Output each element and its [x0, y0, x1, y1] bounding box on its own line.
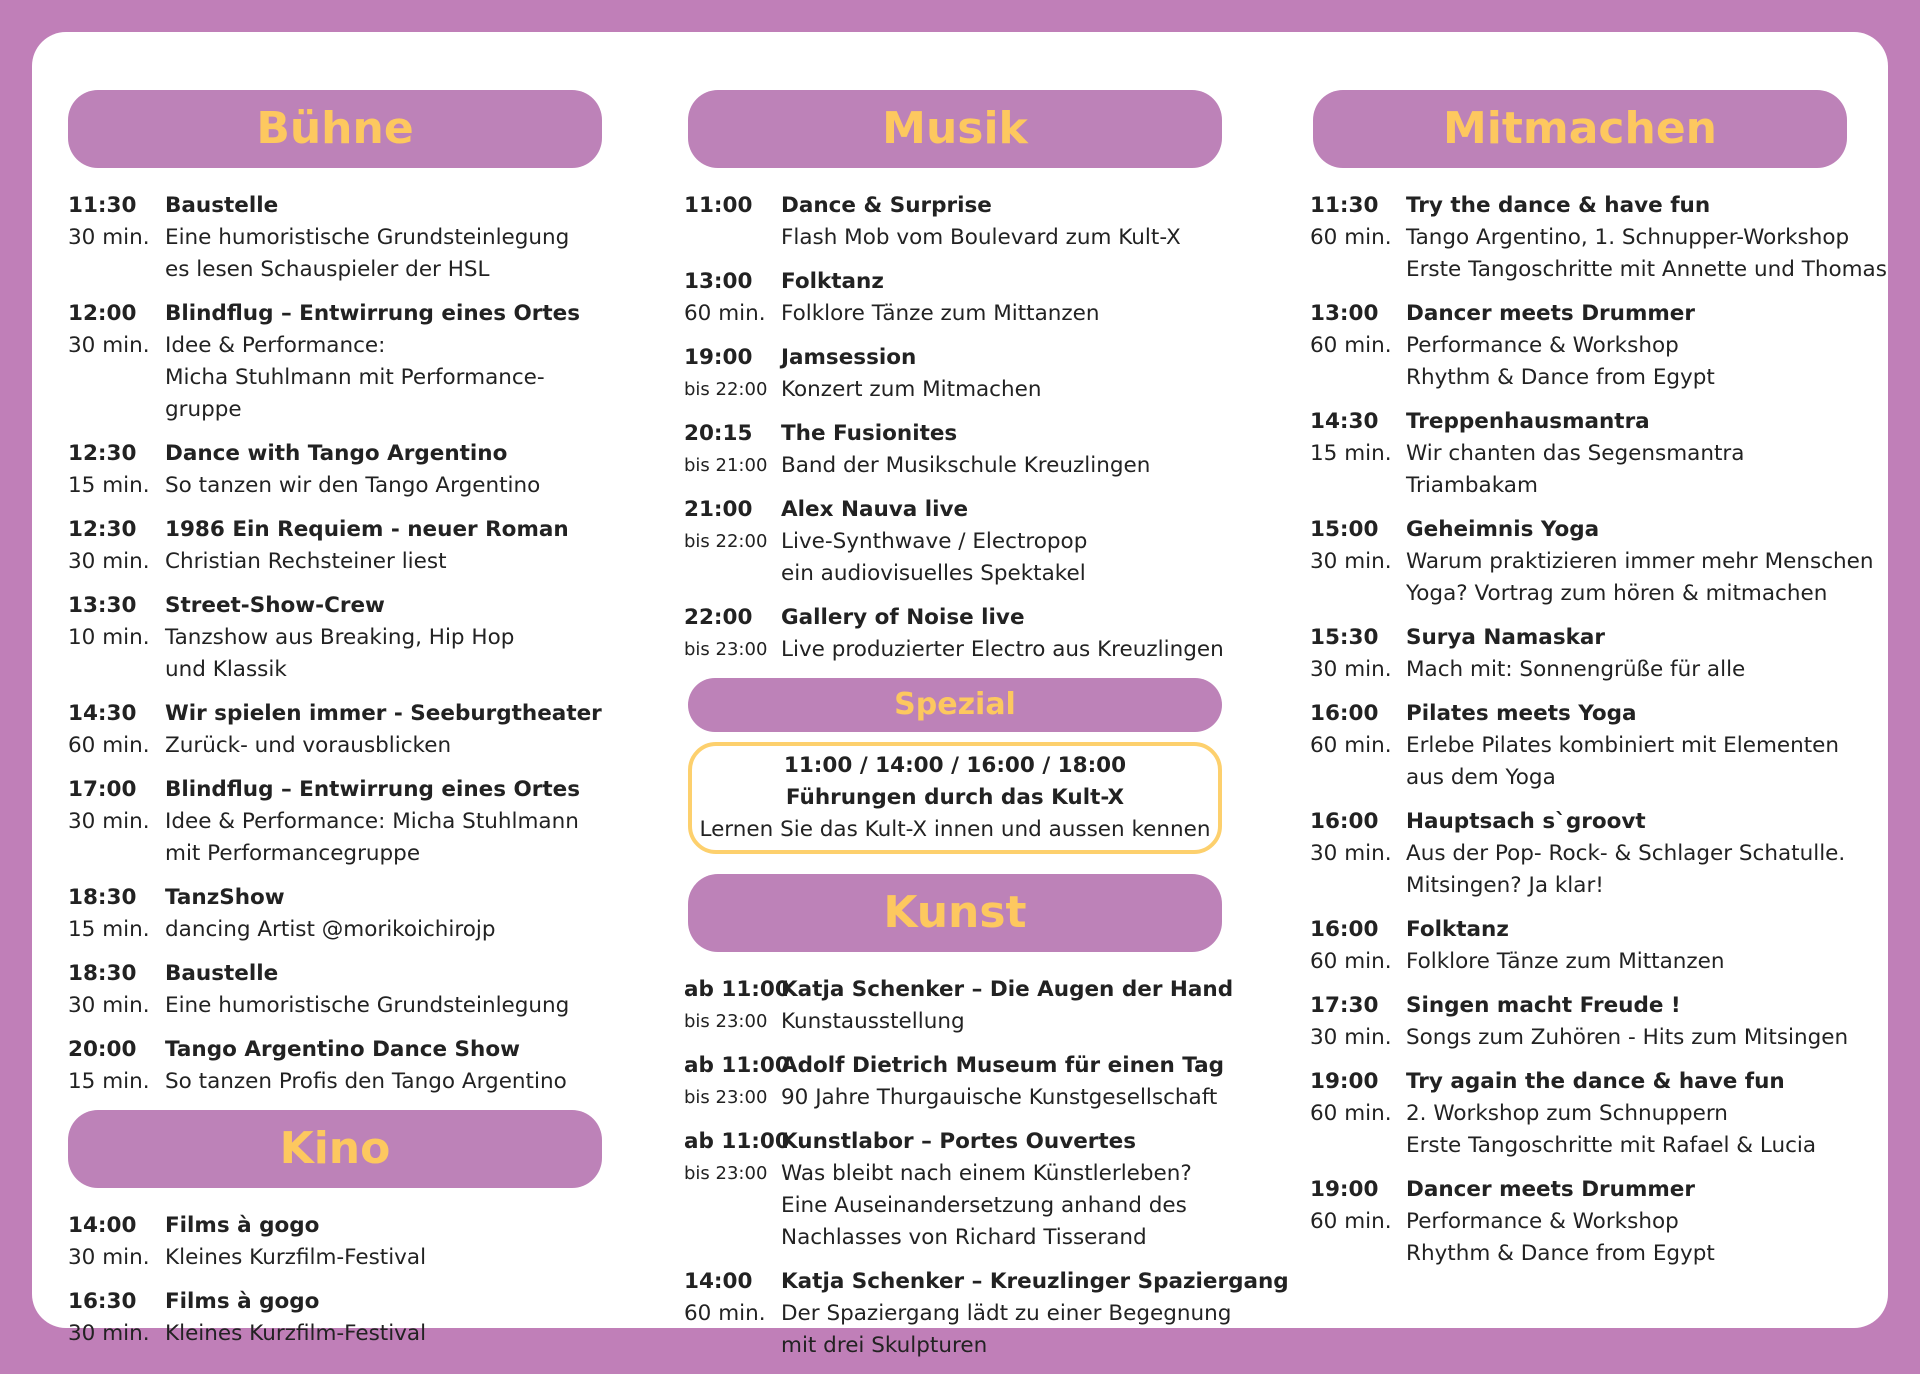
item-description: Flash Mob vom Boulevard zum Kult-X	[781, 225, 1181, 250]
item-title: 1986 Ein Requiem - neuer Roman	[165, 517, 569, 542]
item-time: 18:30	[68, 961, 137, 986]
item-title: TanzShow	[165, 885, 285, 910]
item-time: 19:00	[684, 345, 753, 370]
item-title: Street-Show-Crew	[165, 593, 385, 618]
item-time: 18:30	[68, 885, 137, 910]
item-time: 13:00	[684, 269, 753, 294]
schedule-item	[68, 1286, 628, 1350]
schedule-item	[68, 438, 628, 502]
item-description: Kleines Kurzfilm-Festival	[165, 1245, 427, 1270]
item-duration: 60 min.	[68, 733, 150, 758]
item-title: Gallery of Noise live	[781, 605, 1025, 630]
schedule-item	[684, 974, 1274, 1038]
schedule-item	[68, 298, 628, 426]
kino-list	[68, 1210, 628, 1350]
item-title: Dancer meets Drummer	[1406, 301, 1695, 326]
item-time: 11:30	[68, 193, 137, 218]
item-duration: 30 min.	[68, 809, 150, 834]
item-description: Der Spaziergang lädt zu einer Begegnung mit drei Skulpturen	[781, 1301, 1232, 1358]
item-title: Folktanz	[1406, 917, 1509, 942]
schedule-item	[68, 514, 628, 578]
item-title: Dancer meets Drummer	[1406, 1177, 1695, 1202]
section-header-kino: Kino	[68, 1110, 602, 1188]
item-time: 22:00	[684, 605, 753, 630]
item-description: Christian Rechsteiner liest	[165, 549, 447, 574]
item-title: Wir spielen immer - Seeburgtheater	[165, 701, 602, 726]
item-title: Katja Schenker – Kreuzlinger Spaziergang	[781, 1269, 1289, 1294]
item-duration	[684, 222, 781, 254]
schedule-item	[684, 266, 1274, 330]
item-description: Tanzshow aus Breaking, Hip Hop und Klassik	[165, 625, 515, 682]
item-duration: 60 min.	[684, 301, 766, 326]
item-time: 11:30	[1310, 193, 1379, 218]
schedule-item	[68, 882, 628, 946]
item-duration: bis 23:00	[684, 1087, 768, 1108]
item-title: Singen macht Freude !	[1406, 993, 1681, 1018]
item-duration: 60 min.	[1310, 333, 1392, 358]
item-time: 15:30	[1310, 625, 1379, 650]
schedule-item	[684, 1266, 1289, 1362]
section-header-kunst: Kunst	[688, 874, 1222, 952]
item-duration: 30 min.	[68, 333, 150, 358]
item-title: Hauptsach s`groovt	[1406, 809, 1646, 834]
column-buehne-kino	[68, 90, 628, 1362]
item-duration: 60 min.	[1310, 1101, 1392, 1126]
schedule-item	[684, 190, 1274, 254]
schedule-item	[1310, 698, 1890, 794]
item-time: ab 11:00	[684, 977, 790, 1002]
schedule-item	[1310, 190, 1890, 286]
schedule-item	[68, 190, 628, 286]
item-title: Blindflug – Entwirrung eines Ortes	[165, 301, 581, 326]
item-duration: bis 23:00	[684, 1011, 768, 1032]
item-time: 21:00	[684, 497, 753, 522]
schedule-item	[1310, 806, 1890, 902]
item-title: Geheimnis Yoga	[1406, 517, 1600, 542]
musik-list	[684, 190, 1274, 666]
item-description: Konzert zum Mitmachen	[781, 377, 1042, 402]
item-time: 16:00	[1310, 809, 1379, 834]
item-description: Warum praktizieren immer mehr Menschen Yoga? Vortrag zum hören & mitmachen	[1406, 549, 1874, 606]
item-time: 16:30	[68, 1289, 137, 1314]
item-duration: 15 min.	[68, 917, 150, 942]
item-time: ab 11:00	[684, 1129, 790, 1154]
item-description: Aus der Pop- Rock- & Schlager Schatulle. Mitsingen? Ja klar!	[1406, 841, 1846, 898]
item-description: 90 Jahre Thurgauische Kunstgesellschaft	[781, 1085, 1218, 1110]
item-duration: 30 min.	[1310, 549, 1392, 574]
item-time: 11:00	[684, 193, 753, 218]
item-description: Kleines Kurzfilm-Festival	[165, 1321, 427, 1346]
item-description: Tango Argentino, 1. Schnupper-Workshop Erste Tangoschritte mit Annette und Thomas	[1406, 225, 1887, 282]
item-description: Live-Synthwave / Electropop ein audiovisuelles Spektakel	[781, 529, 1088, 586]
item-description: Eine humoristische Grundsteinlegung	[165, 993, 570, 1018]
mitmachen-list	[1310, 190, 1890, 1270]
item-time: 14:00	[684, 1269, 753, 1294]
spezial-title: Führungen durch das Kult-X	[785, 785, 1125, 810]
item-description: Performance & Workshop Rhythm & Dance from Egypt	[1406, 333, 1715, 390]
item-duration: bis 23:00	[684, 1163, 768, 1184]
schedule-item	[684, 1126, 1274, 1254]
item-description: Songs zum Zuhören - Hits zum Mitsingen	[1406, 1025, 1849, 1050]
item-duration: 10 min.	[68, 625, 150, 650]
item-duration: 30 min.	[68, 1245, 150, 1270]
kunst-list	[684, 974, 1289, 1362]
item-description: Performance & Workshop Rhythm & Dance from Egypt	[1406, 1209, 1715, 1266]
item-description: Folklore Tänze zum Mittanzen	[781, 301, 1100, 326]
item-description: Erlebe Pilates kombiniert mit Elementen aus dem Yoga	[1406, 733, 1840, 790]
schedule-item	[1310, 406, 1890, 502]
item-description: dancing Artist @morikoichirojp	[165, 917, 496, 942]
item-duration: 30 min.	[1310, 841, 1392, 866]
item-duration: bis 23:00	[684, 639, 768, 660]
column-mitmachen	[1310, 90, 1890, 1282]
item-title: Tango Argentino Dance Show	[165, 1037, 520, 1062]
item-title: Jamsession	[781, 345, 917, 370]
schedule-item	[68, 774, 628, 870]
item-time: 14:00	[68, 1213, 137, 1238]
item-description: Kunstausstellung	[781, 1009, 965, 1034]
item-duration: 15 min.	[1310, 441, 1392, 466]
item-title: Baustelle	[165, 193, 279, 218]
item-description: Mach mit: Sonnengrüße für alle	[1406, 657, 1746, 682]
item-time: 20:15	[684, 421, 753, 446]
item-title: Dance with Tango Argentino	[165, 441, 508, 466]
schedule-item	[68, 1210, 628, 1274]
item-description: Live produzierter Electro aus Kreuzlingen	[781, 637, 1224, 662]
schedule-item	[684, 342, 1274, 406]
schedule-item	[1310, 298, 1890, 394]
item-title: Folktanz	[781, 269, 884, 294]
item-time: 13:30	[68, 593, 137, 618]
schedule-item	[1310, 622, 1890, 686]
item-time: 12:30	[68, 517, 137, 542]
item-description: Idee & Performance: Micha Stuhlmann mit Performancegruppe	[165, 809, 579, 866]
schedule-item	[1310, 1174, 1890, 1270]
item-title: Katja Schenker – Die Augen der Hand	[781, 977, 1234, 1002]
schedule-item	[68, 1034, 628, 1098]
item-duration: 30 min.	[68, 993, 150, 1018]
item-duration: bis 22:00	[684, 531, 768, 552]
item-title: Blindflug – Entwirrung eines Ortes	[165, 777, 581, 802]
program-card	[32, 32, 1888, 1358]
item-title: Try the dance & have fun	[1406, 193, 1711, 218]
item-duration: 15 min.	[68, 473, 150, 498]
item-time: 12:30	[68, 441, 137, 466]
schedule-item	[1310, 914, 1890, 978]
item-title: Surya Namaskar	[1406, 625, 1606, 650]
item-description: Was bleibt nach einem Künstlerleben? Eine Auseinandersetzung anhand des Nachlasses von Richard Tisserand	[781, 1161, 1192, 1250]
item-time: 14:30	[68, 701, 137, 726]
item-duration: bis 21:00	[684, 455, 768, 476]
schedule-item	[68, 698, 628, 762]
item-duration: 60 min.	[684, 1301, 766, 1326]
item-duration: 15 min.	[68, 1069, 150, 1094]
item-description: 2. Workshop zum Schnuppern Erste Tangoschritte mit Rafael & Lucia	[1406, 1101, 1817, 1158]
item-title: Dance & Surprise	[781, 193, 992, 218]
item-duration: 30 min.	[68, 1321, 150, 1346]
item-description: Zurück- und vorausblicken	[165, 733, 452, 758]
spezial-desc: Lernen Sie das Kult-X innen und aussen kennen	[699, 817, 1211, 842]
item-time: 17:00	[68, 777, 137, 802]
item-time: 20:00	[68, 1037, 137, 1062]
schedule-item	[684, 1050, 1274, 1114]
item-description: Folklore Tänze zum Mittanzen	[1406, 949, 1725, 974]
spezial-times: 11:00 / 14:00 / 16:00 / 18:00	[783, 753, 1127, 778]
section-header-spezial: Spezial	[688, 678, 1222, 732]
schedule-item	[1310, 514, 1890, 610]
schedule-item	[1310, 990, 1890, 1054]
item-duration: bis 22:00	[684, 379, 768, 400]
item-title: Pilates meets Yoga	[1406, 701, 1637, 726]
item-title: Try again the dance & have fun	[1406, 1069, 1785, 1094]
item-time: 15:00	[1310, 517, 1379, 542]
section-header-buehne: Bühne	[68, 90, 602, 168]
item-description: So tanzen wir den Tango Argentino	[165, 473, 541, 498]
item-title: Films à gogo	[165, 1289, 320, 1314]
spezial-box	[688, 742, 1222, 854]
item-time: 16:00	[1310, 917, 1379, 942]
schedule-item	[684, 602, 1274, 666]
item-description: So tanzen Profis den Tango Argentino	[165, 1069, 567, 1094]
schedule-item	[1310, 1066, 1890, 1162]
item-time: 12:00	[68, 301, 137, 326]
item-duration: 30 min.	[68, 549, 150, 574]
item-time: 19:00	[1310, 1177, 1379, 1202]
item-time: 19:00	[1310, 1069, 1379, 1094]
item-description: Idee & Performance: Micha Stuhlmann mit Performance- gruppe	[165, 333, 545, 422]
item-duration: 60 min.	[1310, 1209, 1392, 1234]
section-header-musik: Musik	[688, 90, 1222, 168]
item-description: Band der Musikschule Kreuzlingen	[781, 453, 1151, 478]
schedule-item	[684, 494, 1274, 590]
section-header-mitmachen: Mitmachen	[1313, 90, 1847, 168]
item-time: ab 11:00	[684, 1053, 790, 1078]
item-description: Wir chanten das Segensmantra Triambakam	[1406, 441, 1745, 498]
item-duration: 30 min.	[1310, 1025, 1392, 1050]
item-duration: 60 min.	[1310, 949, 1392, 974]
column-musik-kunst	[684, 90, 1289, 1374]
item-title: Kunstlabor – Portes Ouvertes	[781, 1129, 1137, 1154]
item-time: 13:00	[1310, 301, 1379, 326]
item-duration: 30 min.	[68, 225, 150, 250]
item-title: Films à gogo	[165, 1213, 320, 1238]
item-time: 14:30	[1310, 409, 1379, 434]
item-time: 16:00	[1310, 701, 1379, 726]
item-title: Adolf Dietrich Museum für einen Tag	[781, 1053, 1225, 1078]
schedule-item	[68, 958, 628, 1022]
item-duration: 60 min.	[1310, 225, 1392, 250]
item-description: Eine humoristische Grundsteinlegung es lesen Schauspieler der HSL	[165, 225, 570, 282]
buehne-list	[68, 190, 628, 1098]
item-duration: 30 min.	[1310, 657, 1392, 682]
item-time: 17:30	[1310, 993, 1379, 1018]
item-title: The Fusionites	[781, 421, 958, 446]
schedule-item	[684, 418, 1274, 482]
item-title: Alex Nauva live	[781, 497, 969, 522]
item-duration: 60 min.	[1310, 733, 1392, 758]
item-title: Treppenhausmantra	[1406, 409, 1650, 434]
item-title: Baustelle	[165, 961, 279, 986]
schedule-item	[68, 590, 628, 686]
